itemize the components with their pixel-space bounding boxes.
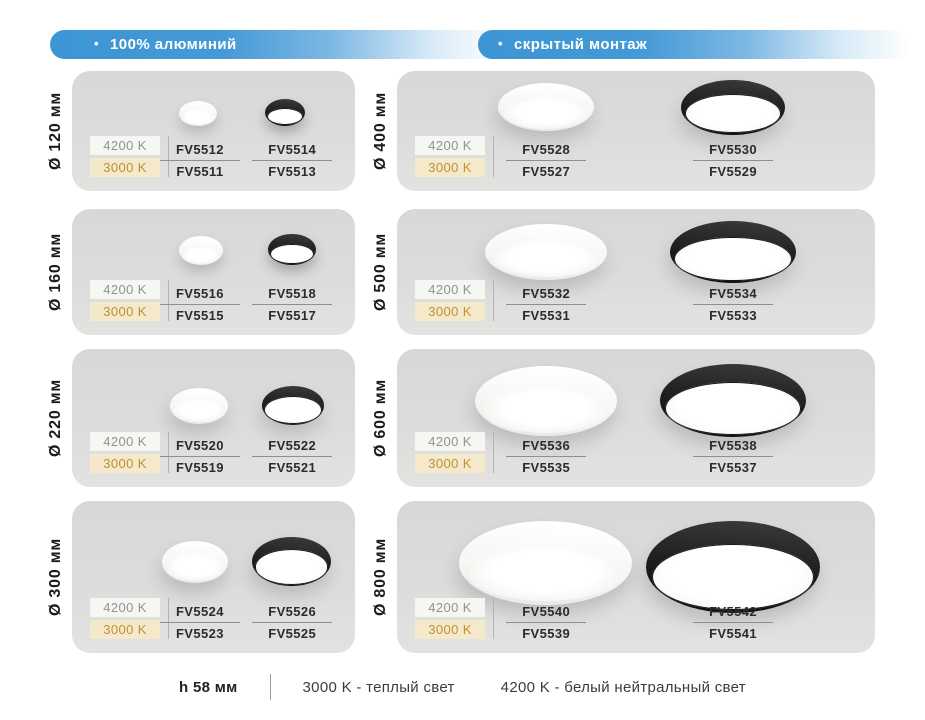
code-divider	[693, 622, 773, 623]
white-product-codes	[498, 438, 594, 475]
temp-3000k-chip: 3000 K	[415, 454, 485, 473]
black-light-image	[670, 221, 796, 283]
temp-4200k-chip: 4200 K	[90, 598, 160, 617]
product-row-120mm	[40, 71, 355, 191]
white-product-codes	[152, 438, 248, 475]
black-product-codes	[244, 438, 340, 475]
code-divider	[506, 304, 586, 305]
diameter-label: Ø 600 мм	[372, 378, 390, 458]
code-4200k: FV5512	[175, 142, 224, 157]
code-4200k: FV5524	[175, 604, 224, 619]
product-row-600mm	[365, 349, 875, 487]
white-light-image	[475, 366, 617, 436]
black-product-codes	[244, 604, 340, 641]
bullet-icon: •	[498, 36, 504, 51]
diameter-label: Ø 160 мм	[47, 232, 65, 312]
code-3000k: FV5533	[709, 308, 757, 323]
black-product-codes	[244, 286, 340, 323]
product-card	[72, 501, 355, 653]
temp-4200k-chip: 4200 K	[90, 136, 160, 155]
footer-legend	[0, 671, 925, 703]
white-product-codes	[498, 142, 594, 179]
white-light-image	[459, 521, 632, 605]
code-divider	[160, 622, 240, 623]
white-product-codes	[152, 286, 248, 323]
product-card	[72, 349, 355, 487]
white-product-codes	[498, 286, 594, 323]
code-divider	[506, 160, 586, 161]
black-light-image	[681, 80, 785, 135]
code-4200k: FV5538	[709, 438, 757, 453]
diameter-label: Ø 220 мм	[47, 378, 65, 458]
code-3000k: FV5531	[522, 308, 571, 323]
code-3000k: FV5535	[522, 460, 571, 475]
temp-4200k-chip: 4200 K	[415, 136, 485, 155]
code-3000k: FV5517	[268, 308, 317, 323]
code-divider	[506, 456, 586, 457]
temp-3000k-chip: 3000 K	[90, 620, 160, 639]
product-row-160mm	[40, 209, 355, 335]
temp-3000k-chip: 3000 K	[90, 158, 160, 177]
black-light-image	[646, 521, 820, 613]
product-card	[397, 501, 875, 653]
product-row-300mm	[40, 501, 355, 653]
code-4200k: FV5520	[175, 438, 224, 453]
black-product-codes	[685, 142, 781, 179]
black-light-image	[660, 364, 806, 437]
code-4200k: FV5540	[522, 604, 571, 619]
diameter-label: Ø 120 мм	[47, 91, 65, 171]
temp-3000k-chip: 3000 K	[415, 302, 485, 321]
white-product-codes	[152, 142, 248, 179]
bullet-icon: •	[94, 36, 100, 51]
white-light-image	[485, 224, 607, 280]
code-4200k: FV5536	[522, 438, 571, 453]
white-light-image	[162, 541, 228, 583]
cold-light-legend: 4200 K - белый нейтральный свет	[500, 678, 746, 696]
code-divider	[252, 304, 332, 305]
code-divider	[252, 622, 332, 623]
color-temp-chips	[415, 136, 494, 177]
code-4200k: FV5528	[522, 142, 571, 157]
fixture-height-label: h 58 мм	[179, 678, 238, 696]
code-4200k: FV5514	[268, 142, 317, 157]
temp-3000k-chip: 3000 K	[90, 454, 160, 473]
feature-badge-label: 100% алюминий	[110, 36, 237, 53]
black-light-image	[262, 386, 324, 425]
temp-3000k-chip: 3000 K	[415, 158, 485, 177]
diameter-label: Ø 300 мм	[47, 537, 65, 617]
white-light-image	[179, 101, 217, 126]
product-row-400mm	[365, 71, 875, 191]
color-temp-chips	[415, 280, 494, 321]
code-divider	[252, 456, 332, 457]
code-3000k: FV5523	[175, 626, 224, 641]
code-3000k: FV5537	[709, 460, 757, 475]
black-product-codes	[685, 438, 781, 475]
code-3000k: FV5525	[268, 626, 317, 641]
color-temp-chips	[415, 598, 494, 639]
black-product-codes	[685, 604, 781, 641]
white-product-codes	[498, 604, 594, 641]
feature-badge-label: скрытый монтаж	[514, 36, 648, 53]
temp-4200k-chip: 4200 K	[415, 432, 485, 451]
code-divider	[693, 304, 773, 305]
code-3000k: FV5539	[522, 626, 571, 641]
product-card	[72, 71, 355, 191]
code-divider	[506, 622, 586, 623]
code-4200k: FV5532	[522, 286, 571, 301]
code-4200k: FV5526	[268, 604, 317, 619]
black-light-image	[265, 99, 305, 126]
white-product-codes	[152, 604, 248, 641]
black-light-image	[268, 234, 316, 265]
diameter-label: Ø 400 мм	[372, 91, 390, 171]
temp-4200k-chip: 4200 K	[415, 280, 485, 299]
diameter-label: Ø 500 мм	[372, 232, 390, 312]
code-4200k: FV5516	[175, 286, 224, 301]
black-light-image	[252, 537, 331, 586]
code-3000k: FV5527	[522, 164, 571, 179]
code-3000k: FV5515	[175, 308, 224, 323]
diameter-label: Ø 800 мм	[372, 537, 390, 617]
code-4200k: FV5542	[709, 604, 757, 619]
code-divider	[252, 160, 332, 161]
footer-divider	[270, 674, 271, 700]
temp-3000k-chip: 3000 K	[415, 620, 485, 639]
code-divider	[160, 160, 240, 161]
white-light-image	[170, 388, 228, 424]
product-card	[397, 209, 875, 335]
product-card	[72, 209, 355, 335]
temp-4200k-chip: 4200 K	[415, 598, 485, 617]
code-3000k: FV5541	[709, 626, 757, 641]
temp-4200k-chip: 4200 K	[90, 432, 160, 451]
product-card	[397, 71, 875, 191]
product-card	[397, 349, 875, 487]
code-3000k: FV5521	[268, 460, 317, 475]
feature-badge-aluminum	[50, 30, 504, 59]
white-light-image	[179, 236, 223, 265]
code-3000k: FV5513	[268, 164, 317, 179]
product-row-800mm	[365, 501, 875, 653]
color-temp-chips	[415, 432, 494, 473]
code-4200k: FV5522	[268, 438, 317, 453]
black-product-codes	[244, 142, 340, 179]
code-divider	[693, 160, 773, 161]
code-divider	[160, 304, 240, 305]
feature-badge-hidden-mount	[478, 30, 910, 59]
code-3000k: FV5519	[175, 460, 224, 475]
code-3000k: FV5511	[176, 164, 224, 179]
temp-3000k-chip: 3000 K	[90, 302, 160, 321]
white-light-image	[498, 83, 594, 131]
code-4200k: FV5518	[268, 286, 317, 301]
product-row-220mm	[40, 349, 355, 487]
temp-4200k-chip: 4200 K	[90, 280, 160, 299]
code-3000k: FV5529	[709, 164, 757, 179]
code-divider	[693, 456, 773, 457]
warm-light-legend: 3000 K - теплый свет	[302, 678, 455, 696]
code-4200k: FV5534	[709, 286, 757, 301]
code-4200k: FV5530	[709, 142, 757, 157]
code-divider	[160, 456, 240, 457]
black-product-codes	[685, 286, 781, 323]
product-row-500mm	[365, 209, 875, 335]
